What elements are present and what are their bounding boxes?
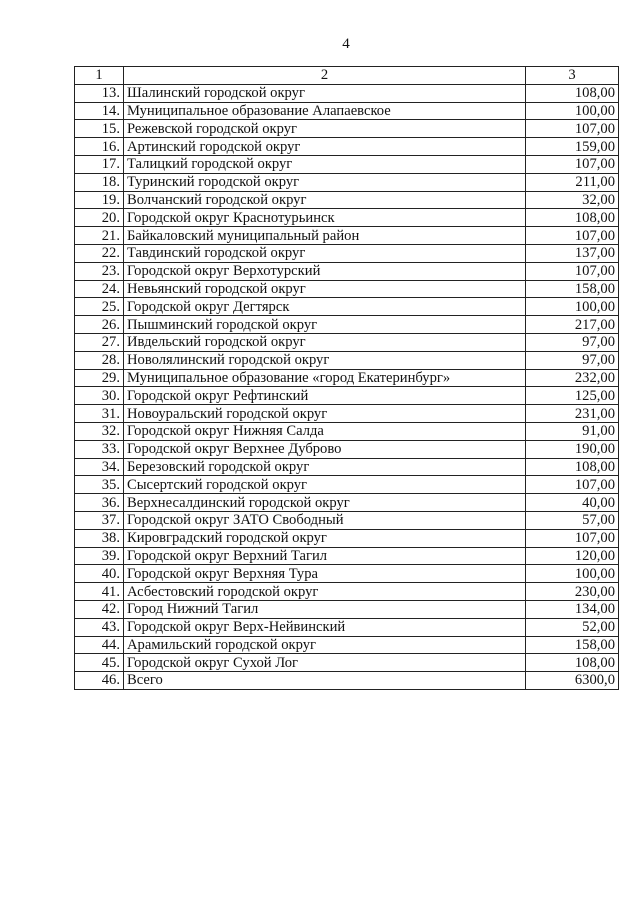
row-number: 26. <box>75 316 124 334</box>
table-row <box>75 440 619 458</box>
row-value: 108,00 <box>526 458 619 476</box>
row-value: 217,00 <box>526 316 619 334</box>
row-number: 21. <box>75 227 124 245</box>
row-number: 15. <box>75 120 124 138</box>
column-header-name: 2 <box>124 67 526 85</box>
row-municipality-name: Новоуральский городской округ <box>124 405 526 423</box>
row-municipality-name: Городской округ Верхняя Тура <box>124 565 526 583</box>
total-row-value: 6300,0 <box>526 672 619 690</box>
row-municipality-name: Волчанский городской округ <box>124 191 526 209</box>
row-number: 18. <box>75 173 124 191</box>
table-row <box>75 316 619 334</box>
row-number: 33. <box>75 440 124 458</box>
row-value: 137,00 <box>526 244 619 262</box>
table-row <box>75 102 619 120</box>
row-value: 190,00 <box>526 440 619 458</box>
row-number: 42. <box>75 600 124 618</box>
row-number: 19. <box>75 191 124 209</box>
row-number: 22. <box>75 244 124 262</box>
row-value: 107,00 <box>526 120 619 138</box>
row-value: 230,00 <box>526 583 619 601</box>
table-body <box>75 84 619 671</box>
total-row <box>75 672 619 690</box>
row-value: 108,00 <box>526 84 619 102</box>
row-municipality-name: Невьянский городской округ <box>124 280 526 298</box>
row-value: 158,00 <box>526 280 619 298</box>
row-value: 100,00 <box>526 298 619 316</box>
row-municipality-name: Городской округ Краснотурьинск <box>124 209 526 227</box>
row-number: 16. <box>75 138 124 156</box>
row-number: 27. <box>75 333 124 351</box>
table-row <box>75 600 619 618</box>
row-value: 107,00 <box>526 262 619 280</box>
row-value: 107,00 <box>526 476 619 494</box>
row-number: 40. <box>75 565 124 583</box>
table-row <box>75 244 619 262</box>
row-municipality-name: Городской округ Сухой Лог <box>124 654 526 672</box>
table-row <box>75 476 619 494</box>
row-number: 32. <box>75 422 124 440</box>
column-header-value: 3 <box>526 67 619 85</box>
table-row <box>75 173 619 191</box>
row-value: 134,00 <box>526 600 619 618</box>
row-value: 108,00 <box>526 209 619 227</box>
row-value: 91,00 <box>526 422 619 440</box>
row-value: 231,00 <box>526 405 619 423</box>
row-value: 232,00 <box>526 369 619 387</box>
table-row <box>75 494 619 512</box>
row-municipality-name: Пышминский городской округ <box>124 316 526 334</box>
table-row <box>75 618 619 636</box>
row-number: 45. <box>75 654 124 672</box>
row-number: 25. <box>75 298 124 316</box>
table-row <box>75 583 619 601</box>
row-municipality-name: Березовский городской округ <box>124 458 526 476</box>
row-number: 30. <box>75 387 124 405</box>
table-row <box>75 209 619 227</box>
row-municipality-name: Муниципальное образование «город Екатеринбург» <box>124 369 526 387</box>
table-header-row <box>75 67 619 85</box>
row-number: 36. <box>75 494 124 512</box>
table-row <box>75 529 619 547</box>
row-municipality-name: Городской округ Верхний Тагил <box>124 547 526 565</box>
row-number: 41. <box>75 583 124 601</box>
row-number: 37. <box>75 511 124 529</box>
row-value: 158,00 <box>526 636 619 654</box>
table-row <box>75 351 619 369</box>
total-row-label: Всего <box>124 672 526 690</box>
row-value: 52,00 <box>526 618 619 636</box>
total-row-number: 46. <box>75 672 124 690</box>
table-row <box>75 298 619 316</box>
table-row <box>75 155 619 173</box>
table-row <box>75 227 619 245</box>
row-value: 40,00 <box>526 494 619 512</box>
table-row <box>75 547 619 565</box>
row-municipality-name: Ивдельский городской округ <box>124 333 526 351</box>
row-municipality-name: Шалинский городской округ <box>124 84 526 102</box>
row-municipality-name: Город Нижний Тагил <box>124 600 526 618</box>
row-number: 23. <box>75 262 124 280</box>
row-value: 120,00 <box>526 547 619 565</box>
row-number: 29. <box>75 369 124 387</box>
table-row <box>75 565 619 583</box>
row-municipality-name: Городской округ Верхотурский <box>124 262 526 280</box>
row-municipality-name: Верхнесалдинский городской округ <box>124 494 526 512</box>
data-table <box>74 66 619 690</box>
row-municipality-name: Режевской городской округ <box>124 120 526 138</box>
row-municipality-name: Талицкий городской округ <box>124 155 526 173</box>
row-value: 32,00 <box>526 191 619 209</box>
row-value: 100,00 <box>526 565 619 583</box>
table-row <box>75 405 619 423</box>
row-municipality-name: Артинский городской округ <box>124 138 526 156</box>
row-municipality-name: Сысертский городской округ <box>124 476 526 494</box>
table-row <box>75 138 619 156</box>
row-municipality-name: Городской округ Верхнее Дуброво <box>124 440 526 458</box>
row-number: 39. <box>75 547 124 565</box>
row-number: 44. <box>75 636 124 654</box>
row-municipality-name: Новолялинский городской округ <box>124 351 526 369</box>
row-number: 34. <box>75 458 124 476</box>
row-number: 20. <box>75 209 124 227</box>
row-municipality-name: Муниципальное образование Алапаевское <box>124 102 526 120</box>
row-municipality-name: Байкаловский муниципальный район <box>124 227 526 245</box>
row-value: 159,00 <box>526 138 619 156</box>
row-number: 24. <box>75 280 124 298</box>
row-number: 14. <box>75 102 124 120</box>
table-row <box>75 422 619 440</box>
page-number: 4 <box>342 36 350 52</box>
row-municipality-name: Асбестовский городской округ <box>124 583 526 601</box>
row-municipality-name: Кировградский городской округ <box>124 529 526 547</box>
table-row <box>75 387 619 405</box>
row-municipality-name: Арамильский городской округ <box>124 636 526 654</box>
table-row <box>75 191 619 209</box>
row-number: 17. <box>75 155 124 173</box>
table-row <box>75 636 619 654</box>
row-municipality-name: Городской округ Нижняя Салда <box>124 422 526 440</box>
row-municipality-name: Городской округ ЗАТО Свободный <box>124 511 526 529</box>
row-value: 107,00 <box>526 155 619 173</box>
row-value: 97,00 <box>526 351 619 369</box>
row-number: 43. <box>75 618 124 636</box>
row-municipality-name: Городской округ Дегтярск <box>124 298 526 316</box>
table-row <box>75 120 619 138</box>
row-value: 125,00 <box>526 387 619 405</box>
row-value: 97,00 <box>526 333 619 351</box>
row-number: 28. <box>75 351 124 369</box>
table-row <box>75 262 619 280</box>
row-municipality-name: Городской округ Рефтинский <box>124 387 526 405</box>
row-value: 107,00 <box>526 529 619 547</box>
row-number: 13. <box>75 84 124 102</box>
row-number: 38. <box>75 529 124 547</box>
table-row <box>75 369 619 387</box>
row-number: 31. <box>75 405 124 423</box>
table-row <box>75 84 619 102</box>
column-header-number: 1 <box>75 67 124 85</box>
row-municipality-name: Туринский городской округ <box>124 173 526 191</box>
table-row <box>75 654 619 672</box>
row-municipality-name: Городской округ Верх-Нейвинский <box>124 618 526 636</box>
row-number: 35. <box>75 476 124 494</box>
table-row <box>75 458 619 476</box>
row-value: 100,00 <box>526 102 619 120</box>
row-value: 57,00 <box>526 511 619 529</box>
row-value: 108,00 <box>526 654 619 672</box>
row-municipality-name: Тавдинский городской округ <box>124 244 526 262</box>
row-value: 107,00 <box>526 227 619 245</box>
table-row <box>75 511 619 529</box>
table-row <box>75 333 619 351</box>
table-row <box>75 280 619 298</box>
row-value: 211,00 <box>526 173 619 191</box>
